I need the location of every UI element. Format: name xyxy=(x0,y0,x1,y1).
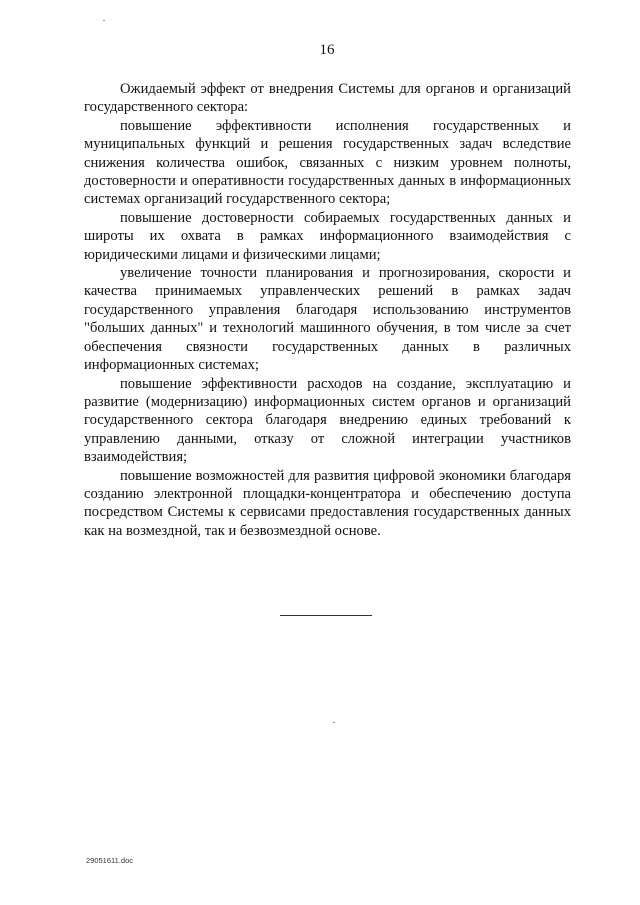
paragraph-intro: Ожидаемый эффект от внедрения Системы для органов и организаций государственного сектора: xyxy=(84,81,571,116)
paragraph-item-expenses: повышение эффективности расходов на создание, эксплуатацию и развитие (модернизацию) информационных систем органов и организаций государственного сектора благодаря внедрению единых требований к управлению данными, отказу от сложной интеграции участников взаимодействия; xyxy=(84,375,571,466)
closing-divider xyxy=(280,615,372,616)
paragraph-item-efficiency: повышение эффективности исполнения государственных и муниципальных функций и решения государственных задач вследствие снижения количества ошибок, связанных с низким уровнем полноты, достоверности и оперативности государственных данных в информационных системах организаций государственного сектора; xyxy=(84,117,571,208)
paragraph-item-digital-economy: повышение возможностей для развития цифровой экономики благодаря созданию электронной площадки-концентратора и обеспечению доступа посредством Системы к сервисами предоставления государственных данных как на возмездной, так и безвозмездной основе. xyxy=(84,467,571,539)
scan-speck-top xyxy=(103,20,105,21)
paragraph-item-reliability: повышение достоверности собираемых государственных данных и широты их охвата в рамках информационного взаимодействия с юридическими лицами и физическими лицами; xyxy=(84,209,571,263)
document-body xyxy=(84,80,571,540)
scan-speck-bottom xyxy=(333,722,335,723)
document-file-code: 29051611.doc xyxy=(86,856,133,865)
paragraph-item-planning: увеличение точности планирования и прогнозирования, скорости и качества принимаемых управленческих решений в рамках задач государственного управления благодаря использованию инструментов "больших данных" и технологий машинного обучения, в том числе за счет обеспечения связности государственных данных в различных информационных системах; xyxy=(84,265,571,374)
page-number: 16 xyxy=(319,42,335,58)
